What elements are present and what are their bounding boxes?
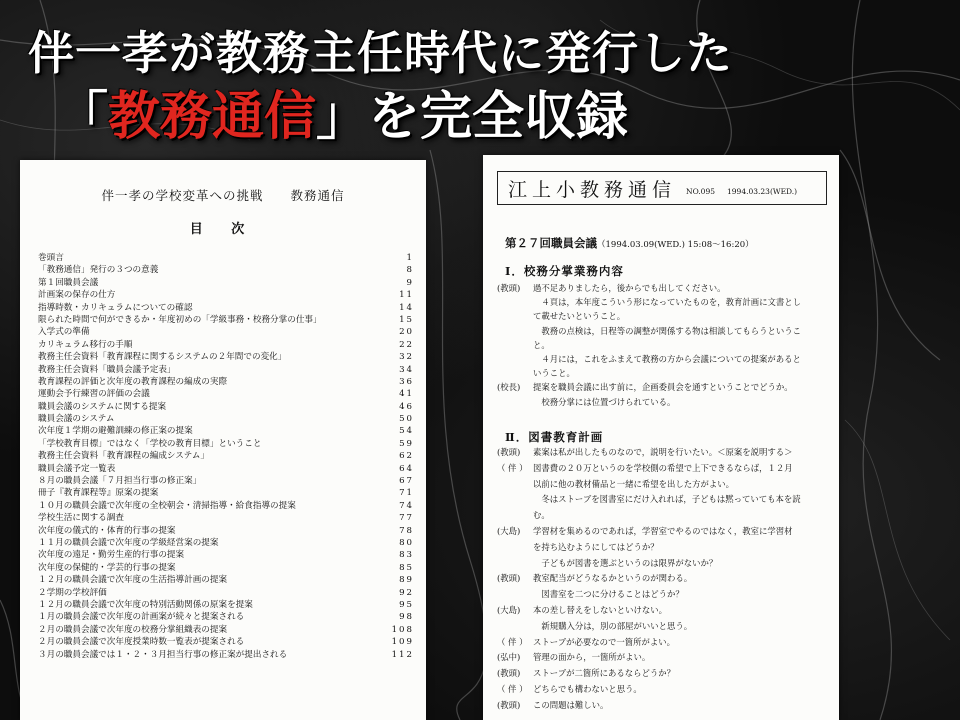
- toc-entry-page: 36: [399, 376, 414, 387]
- minutes-line: [497, 605, 833, 616]
- toc-entry-title: 計画案の保存の仕方: [38, 290, 116, 301]
- minutes-line: [497, 652, 833, 663]
- toc-entry: [38, 549, 414, 561]
- toc-entry-page: 11: [399, 290, 414, 301]
- toc-entry: [38, 611, 414, 623]
- toc-entry-page: 109: [391, 637, 414, 648]
- speaker-label: （ 伴 ）: [497, 636, 528, 647]
- toc-entry-page: 77: [399, 513, 414, 524]
- toc-entry: [38, 264, 414, 276]
- toc-entry-title: 次年度の儀式的・体育的行事の提案: [38, 525, 176, 536]
- toc-entry-title: 職員会議のシステム: [38, 414, 115, 425]
- minutes-line: [497, 637, 833, 648]
- toc-entry-title: 教務主任会資料「教育課程の編成システム」: [38, 451, 210, 462]
- headline-line-1: 伴一孝が教務主任時代に発行した: [28, 26, 733, 80]
- masthead-title: 江上小教務通信: [508, 178, 677, 201]
- minutes-text: 以前に他の教材備品と一緒に希望を出した方がよい。: [533, 478, 734, 489]
- toc-entry-title: 教育課程の評価と次年度の教育課程の編成の実際: [38, 376, 228, 387]
- minutes-text: この問題は難しい。: [533, 699, 609, 710]
- toc-entry-page: 22: [399, 339, 414, 350]
- toc-entry-page: 71: [399, 488, 414, 499]
- toc-entry-title: 教務主任会資料「教育課程に関するシステムの２年間での変化」: [38, 352, 287, 363]
- toc-entry-title: 巻頭言: [38, 253, 64, 263]
- minutes-line: [497, 311, 833, 322]
- toc-entry-page: 59: [399, 438, 414, 449]
- speaker-label: (大島): [497, 605, 521, 615]
- minutes-line: [497, 283, 833, 294]
- toc-entry-page: 64: [399, 463, 414, 474]
- minutes-text: て載せたいということ。: [533, 311, 626, 322]
- minutes-text: 校務分掌には位置づけられている。: [533, 396, 676, 407]
- minutes-text: 学習材を集めるのであれば，学習室でやるのではなく，教室に学習材: [533, 526, 793, 536]
- toc-entry: [38, 450, 414, 462]
- toc-entry: [38, 500, 414, 512]
- minutes-text: ４月には，これをふまえて教務の方から会議についての提案があると: [533, 354, 801, 364]
- minutes-line: [497, 382, 833, 393]
- speaker-label: (校長): [497, 382, 521, 393]
- minutes-line: [497, 447, 833, 458]
- toc-entry-page: 85: [399, 562, 414, 573]
- speaker-label: (教頭): [497, 668, 521, 679]
- minutes-text: 冬はストーブを図書室にだけ入れれば，子どもは黙っていても本を読: [533, 494, 801, 505]
- toc-entry-page: 80: [399, 537, 414, 548]
- minutes-line: [497, 354, 833, 365]
- toc-entry: [38, 364, 414, 376]
- toc-entry-title: ３月の職員会議では１・２・３月担当行事の修正案が提出される: [38, 649, 288, 660]
- toc-entry: [38, 326, 414, 338]
- toc-page: [20, 160, 426, 720]
- toc-entry: [38, 649, 414, 661]
- minutes-text: 本の差し替えをしないといけない。: [533, 605, 667, 615]
- toc-entry: [38, 339, 414, 351]
- headline-line-2: [56, 86, 628, 148]
- minutes-line: [497, 621, 833, 632]
- toc-entry-title: ２月の職員会議で次年度の校務分掌組織表の提案: [38, 624, 228, 635]
- minutes-text: 過不足ありましたら，後からでも出してください。: [533, 283, 726, 293]
- toc-entry-title: ２学期の学校評価: [38, 587, 107, 598]
- speaker-label: （ 伴 ）: [497, 684, 528, 694]
- speaker-label: （ 伴 ）: [497, 462, 528, 473]
- toc-entry-title: 学校生活に関する調査: [38, 513, 124, 524]
- minutes-line: [497, 494, 833, 505]
- meeting-title: [505, 235, 754, 251]
- minutes-text: 教室配当がどうなるかというのが関わる。: [533, 573, 693, 584]
- masthead-number: NO.095: [686, 186, 715, 196]
- toc-entry-page: 46: [399, 401, 414, 412]
- toc-entry-page: 32: [399, 352, 414, 363]
- toc-entry-page: 14: [399, 302, 414, 313]
- toc-entry-page: 50: [399, 414, 414, 425]
- section-heading-1: Ⅰ．校務分掌業務内容: [505, 264, 624, 278]
- toc-entry-page: 62: [399, 451, 414, 462]
- toc-entry-page: 54: [399, 426, 414, 437]
- minutes-text: 素案は私が出したものなので，説明を行いたい。＜原案を説明する＞: [533, 447, 793, 457]
- headline-highlight: 教務通信: [108, 87, 317, 147]
- toc-entry: [38, 475, 414, 487]
- toc-entry-page: 92: [399, 587, 414, 598]
- toc-entry-title: １２月の職員会議で次年度の特別活動関係の原案を提案: [38, 599, 253, 610]
- toc-entry-title: 指導時数・カリキュラムについての確認: [38, 302, 193, 313]
- newsletter-page: [483, 155, 839, 720]
- toc-entry-title: ２月の職員会議で次年度授業時数一覧表が提案される: [38, 637, 245, 648]
- toc-entry: [38, 512, 414, 524]
- toc-entry: [38, 599, 414, 611]
- toc-entry-title: 限られた時間で何ができるか・年度初めの「学級事務・校務分掌の仕事」: [38, 314, 322, 325]
- minutes-line: [497, 510, 833, 521]
- toc-entry-page: 74: [399, 500, 414, 511]
- minutes-line: [497, 479, 833, 490]
- toc-entry: [38, 351, 414, 363]
- headline-open-bracket: 「: [56, 87, 109, 147]
- meeting-datetime: （1994.03.09(WED.) 15:08〜16:20）: [597, 240, 754, 250]
- meeting-title-text: 第２７回職員会議: [505, 236, 597, 250]
- speaker-label: (教頭): [497, 283, 521, 293]
- toc-entry: [38, 314, 414, 326]
- toc-entry: [38, 438, 414, 450]
- minutes-text: ストーブが二箇所にあるならどうか？: [533, 668, 675, 679]
- minutes-line: [497, 463, 833, 474]
- speaker-label: (大島): [497, 526, 521, 536]
- toc-entry-page: 8: [406, 265, 414, 276]
- toc-entry-page: 9: [406, 277, 414, 288]
- toc-entry: [38, 624, 414, 636]
- toc-entry-page: 95: [399, 599, 414, 610]
- speaker-label: (教頭): [497, 573, 521, 584]
- toc-entry-page: 41: [399, 389, 414, 400]
- toc-entry-page: 15: [399, 314, 414, 325]
- minutes-text: む。: [533, 510, 550, 521]
- speaker-label: (教頭): [497, 699, 521, 710]
- toc-entry: [38, 587, 414, 599]
- minutes-line: [497, 558, 833, 569]
- toc-heading: 目 次: [189, 222, 257, 237]
- minutes-line: [497, 589, 833, 600]
- toc-entry: [38, 302, 414, 314]
- toc-entry: [38, 463, 414, 475]
- toc-list: [38, 252, 414, 661]
- newsletter-masthead: [497, 171, 827, 205]
- minutes-line: [497, 573, 833, 584]
- toc-entry-title: ８月の職員会議「７月担当行事の修正案」: [38, 476, 202, 487]
- minutes-line: [497, 340, 833, 351]
- toc-entry: [38, 388, 414, 400]
- toc-entry: [38, 401, 414, 413]
- minutes-text: 教務の点検は，日程等の調整が関係する物は相談してもらうというこ: [533, 325, 801, 336]
- toc-entry-title: 次年度の保健的・学芸的行事の提案: [38, 562, 176, 573]
- minutes-text: 提案を職員会議に出す前に，企画委員会を通すということでどうか。: [533, 382, 793, 393]
- minutes-line: [497, 397, 833, 408]
- minutes-line: [497, 684, 833, 695]
- toc-entry-page: 78: [399, 525, 414, 536]
- toc-entry-title: 次年度１学期の避難訓練の修正案の提案: [38, 426, 193, 437]
- minutes-text: を持ち込むようにしてはどうか？: [533, 541, 659, 552]
- toc-entry: [38, 376, 414, 388]
- toc-entry-title: １月の職員会議で次年度の計画案が続々と提案される: [38, 612, 245, 623]
- minutes-text: どちらでも構わないと思う。: [533, 684, 642, 694]
- minutes-line: [497, 542, 833, 553]
- toc-page-title: 伴一孝の学校変革への挑戦 教務通信: [101, 188, 345, 203]
- minutes-text: ストーブが必要なので一箇所がよい。: [533, 636, 675, 647]
- minutes-line: [497, 668, 833, 679]
- toc-entry: [38, 574, 414, 586]
- toc-entry: [38, 525, 414, 537]
- toc-entry-title: 運動会予行練習の評価の会議: [38, 389, 150, 400]
- toc-entry: [38, 289, 414, 301]
- headline-close: 」を完全収録: [316, 87, 629, 147]
- toc-entry-title: 教務主任会資料「職員会議予定表」: [38, 364, 176, 375]
- toc-entry-page: 67: [399, 476, 414, 487]
- minutes-text: 図書室を二つに分けることはどうか？: [533, 589, 684, 600]
- toc-entry-page: 112: [391, 649, 414, 660]
- toc-entry-title: 第１回職員会議: [38, 277, 99, 288]
- toc-entry-page: 89: [399, 575, 414, 586]
- minutes-text: いうこと。: [533, 368, 575, 379]
- toc-entry-title: 職員会議のシステムに関する提案: [38, 401, 167, 412]
- toc-entry-page: 108: [391, 624, 414, 635]
- toc-entry-title: 次年度の遠足・勤労生産的行事の提案: [38, 550, 185, 561]
- toc-entry-page: 98: [399, 612, 414, 623]
- toc-entry: [38, 562, 414, 574]
- minutes-text: ４頁は，本年度こういう形になっていたものを，教育計画に文書とし: [533, 297, 801, 308]
- toc-entry-title: 「学校教育目標」ではなく「学校の教育目標」ということ: [38, 438, 262, 449]
- minutes-line: [497, 526, 833, 537]
- toc-entry-page: 1: [406, 253, 414, 263]
- section-heading-2: Ⅱ．図書教育計画: [505, 430, 604, 444]
- toc-entry-title: カリキュラム移行の手順: [38, 339, 133, 350]
- toc-entry-page: 20: [399, 327, 414, 338]
- toc-entry-title: １１月の職員会議で次年度の学級経営案の提案: [38, 537, 219, 548]
- toc-entry: [38, 537, 414, 549]
- speaker-label: (弘中): [497, 652, 521, 663]
- toc-entry-title: 入学式の準備: [38, 327, 90, 338]
- minutes-line: [497, 326, 833, 337]
- minutes-line: [497, 700, 833, 711]
- toc-entry-title: 「教務通信」発行の３つの意義: [38, 265, 159, 276]
- toc-entry-title: 冊子『教育課程等』原案の提案: [38, 488, 159, 499]
- minutes-text: 新規購入分は，別の部屋がいいと思う。: [533, 620, 693, 631]
- toc-entry-title: １２月の職員会議で次年度の生活指導計画の提案: [38, 575, 228, 586]
- minutes-text: 図書費の２０万というのを学校側の希望で上下できるならば，１２月: [533, 462, 793, 473]
- speaker-label: (教頭): [497, 447, 521, 457]
- toc-entry-title: １０月の職員会議で次年度の全校朝会・清掃指導・給食指導の提案: [38, 500, 296, 511]
- toc-entry: [38, 252, 414, 264]
- toc-entry: [38, 487, 414, 499]
- toc-entry: [38, 413, 414, 425]
- minutes-line: [497, 297, 833, 308]
- toc-entry-page: 83: [399, 550, 414, 561]
- toc-entry-title: 職員会議予定一覧表: [38, 463, 116, 474]
- toc-entry: [38, 277, 414, 289]
- minutes-line: [497, 368, 833, 379]
- toc-entry: [38, 425, 414, 437]
- toc-entry: [38, 636, 414, 648]
- minutes-text: 管理の面から，一箇所がよい。: [533, 652, 651, 663]
- toc-entry-page: 34: [399, 364, 414, 375]
- minutes-text: 子どもが図書を選ぶというのは限界がないか？: [533, 557, 718, 568]
- masthead-date: 1994.03.23(WED.): [727, 186, 798, 196]
- minutes-text: と。: [533, 339, 550, 350]
